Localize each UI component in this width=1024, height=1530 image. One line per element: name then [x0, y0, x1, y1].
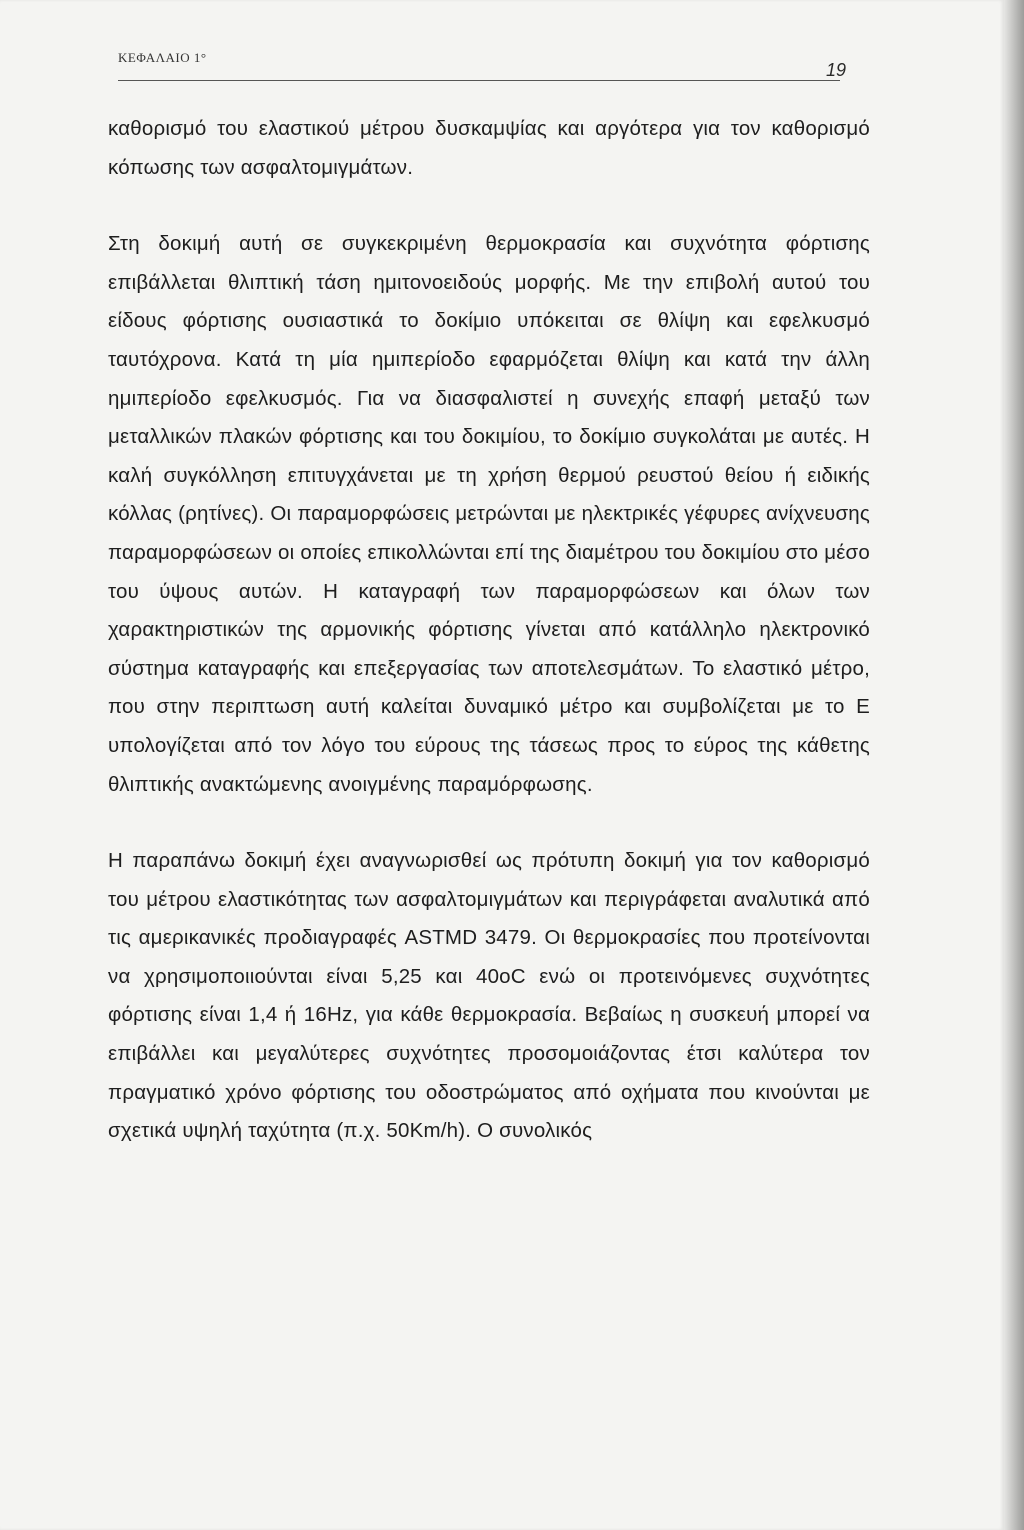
chapter-heading: ΚΕΦΑΛΑΙΟ 1° — [118, 50, 207, 65]
page-header — [118, 50, 846, 90]
body-text — [108, 110, 870, 1151]
paragraph-2: Στη δοκιμή αυτή σε συγκεκριμένη θερμοκρασία και συχνότητα φόρτισης επιβάλλεται θλιπτική τάση ημιτονοειδούς μορφής. Με την επιβολή αυτού του είδους φόρτισης ουσιαστικά το δοκίμιο υπόκειται σε θλίψη και εφελκυσμό ταυτόχρονα. Κατά τη μία ημιπερίοδο εφαρμόζεται θλίψη και κατά την άλλη ημιπερίοδο εφελκυσμός. Για να διασφαλιστεί η συνεχής επαφή μεταξύ των μεταλλικών πλακών φόρτισης και του δοκιμίου, το δοκίμιο συγκολάται με αυτές. Η καλή συγκόλληση επιτυγχάνεται με τη χρήση θερμού ρευστού θείου ή ειδικής κόλλας (ρητίνες). Οι παραμορφώσεις μετρώνται με ηλεκτρικές γέφυρες ανίχνευσης παραμορφώσεων οι οποίες επικολλώνται επί της διαμέτρου του δοκιμίου στο μέσο του ύψους αυτών. Η καταγραφή των παραμορφώσεων και όλων των χαρακτηριστικών της αρμονικής φόρτισης γίνεται από κατάλληλο ηλεκτρονικό σύστημα καταγραφής και επεξεργασίας των αποτελεσμάτων. Το ελαστικό μέτρο, που στην περιπτωση αυτή καλείται δυναμικό μέτρο και συμβολίζεται με το Ε υπολογίζεται από τον λόγο του εύρους της τάσεως προς το εύρος της κάθετης θλιπτικής ανακτώμενης ανοιγμένης παραμόρφωσης. — [108, 232, 870, 796]
page-edge-shadow — [1004, 0, 1024, 1530]
paragraph-1: καθορισμό του ελαστικού μέτρου δυσκαμψίας και αργότερα για τον καθορισμό κόπωσης των ασφαλτομιγμάτων. — [108, 117, 870, 179]
header-rule — [118, 80, 840, 81]
page-number: 19 — [825, 60, 846, 80]
paragraph-3: Η παραπάνω δοκιμή έχει αναγνωρισθεί ως πρότυπη δοκιμή για τον καθορισμό του μέτρου ελαστικότητας των ασφαλτομιγμάτων και περιγράφεται αναλυτικά από τις αμερικανικές προδιαγραφές ASTMD 3479. Οι θερμοκρασίες που προτείνονται να χρησιμοποιιούνται είναι 5,25 και 40oC ενώ οι προτεινόμενες συχνότητες φόρτισης είναι 1,4 ή 16Hz, για κάθε θερμοκρασία. Βεβαίως η συσκευή μπορεί να επιβάλλει και μεγαλύτερες συχνότητες προσομοιάζοντας έτσι καλύτερα τον πραγματικό χρόνο φόρτισης του οδοστρώματος από οχήματα που κινούνται με σχετικά υψηλή ταχύτητα (π.χ. 50Km/h). Ο συνολικός — [108, 849, 870, 1143]
